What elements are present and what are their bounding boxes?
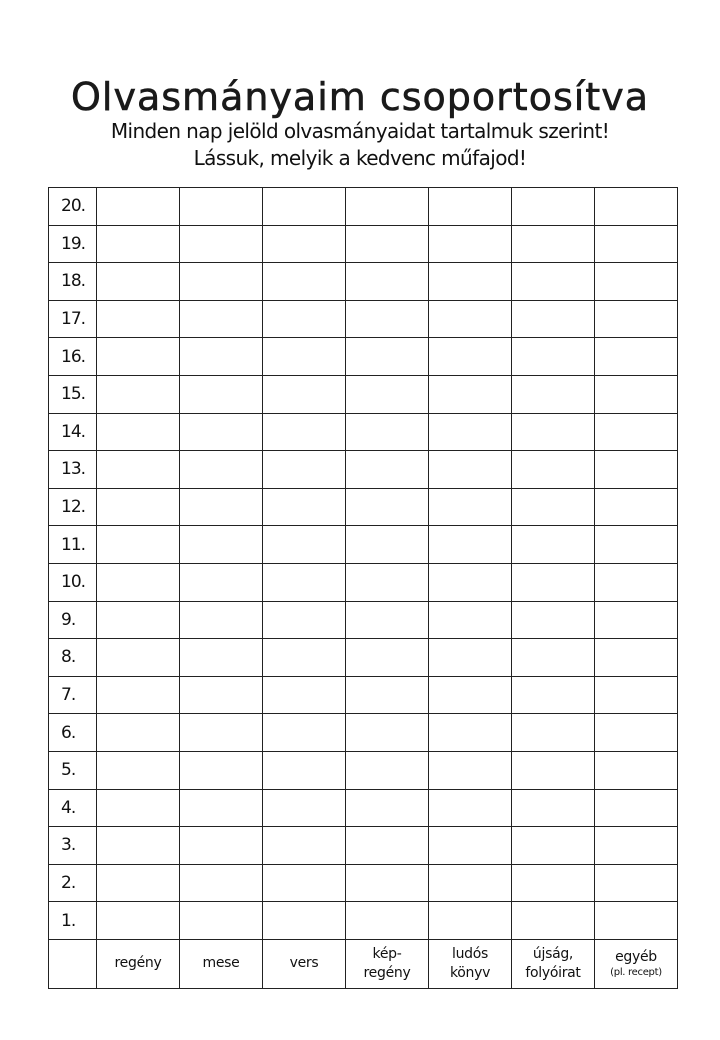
tally-cell[interactable] (346, 413, 429, 451)
tally-cell[interactable] (180, 902, 263, 940)
tally-cell[interactable] (263, 601, 346, 639)
category-label (180, 939, 263, 988)
tally-cell[interactable] (429, 488, 512, 526)
row-number: 12. (49, 488, 97, 526)
tally-cell[interactable] (180, 864, 263, 902)
tally-cell[interactable] (429, 714, 512, 752)
tally-cell[interactable] (263, 300, 346, 338)
row-number: 16. (49, 338, 97, 376)
tally-cell[interactable] (595, 676, 678, 714)
tally-cell[interactable] (595, 601, 678, 639)
reading-tally-table (48, 187, 678, 989)
tally-cell[interactable] (429, 676, 512, 714)
category-label-line: kép- (372, 945, 402, 962)
tally-cell[interactable] (346, 451, 429, 489)
tally-cell[interactable] (97, 563, 180, 601)
tally-cell[interactable] (180, 751, 263, 789)
tally-cell[interactable] (346, 263, 429, 301)
category-example-note: (pl. recept) (610, 967, 662, 979)
table-row (49, 676, 678, 714)
tally-cell[interactable] (512, 488, 595, 526)
table-row (49, 789, 678, 827)
table-row (49, 601, 678, 639)
tally-cell[interactable] (595, 789, 678, 827)
row-number: 8. (49, 639, 97, 677)
row-number: 4. (49, 789, 97, 827)
row-number: 19. (49, 225, 97, 263)
tally-cell[interactable] (180, 789, 263, 827)
tally-cell[interactable] (429, 413, 512, 451)
tally-cell[interactable] (595, 375, 678, 413)
category-label-line: könyv (449, 964, 491, 981)
category-label-line: mese (202, 955, 240, 972)
tally-cell[interactable] (263, 714, 346, 752)
category-label (512, 939, 595, 988)
tally-cell[interactable] (263, 338, 346, 376)
tally-cell[interactable] (512, 563, 595, 601)
tally-cell[interactable] (180, 338, 263, 376)
instruction-line-1: Minden nap jelöld olvasmányaidat tartalmuk szerint! (110, 119, 610, 143)
tally-cell[interactable] (595, 526, 678, 564)
tally-cell[interactable] (97, 676, 180, 714)
table-row (49, 902, 678, 940)
tally-cell[interactable] (180, 300, 263, 338)
tally-cell[interactable] (263, 639, 346, 677)
table-row (49, 263, 678, 301)
tally-cell[interactable] (346, 676, 429, 714)
category-label (429, 939, 512, 988)
category-label-line: regény (114, 955, 162, 972)
tally-cell[interactable] (429, 526, 512, 564)
tally-cell[interactable] (595, 639, 678, 677)
tally-cell[interactable] (595, 300, 678, 338)
tally-cell[interactable] (97, 789, 180, 827)
row-number: 2. (49, 864, 97, 902)
table-row (49, 451, 678, 489)
category-label-line: újság, (532, 945, 574, 962)
tally-cell[interactable] (263, 488, 346, 526)
row-number: 6. (49, 714, 97, 752)
category-label-line: ludós (451, 945, 488, 962)
page-title: Olvasmányaim csoportosítva (71, 75, 649, 120)
tally-cell[interactable] (97, 338, 180, 376)
row-number: 3. (49, 827, 97, 865)
tally-cell[interactable] (97, 864, 180, 902)
tally-cell[interactable] (429, 375, 512, 413)
tally-cell[interactable] (180, 263, 263, 301)
tally-cell[interactable] (595, 451, 678, 489)
tally-cell[interactable] (263, 789, 346, 827)
category-label-line: regény (363, 964, 411, 981)
tally-cell[interactable] (263, 526, 346, 564)
tally-cell[interactable] (512, 451, 595, 489)
row-number: 18. (49, 263, 97, 301)
row-number: 7. (49, 676, 97, 714)
tally-cell[interactable] (595, 714, 678, 752)
tally-cell[interactable] (97, 827, 180, 865)
tally-cell[interactable] (595, 225, 678, 263)
tally-cell[interactable] (97, 188, 180, 226)
tally-cell[interactable] (263, 827, 346, 865)
tally-cell[interactable] (97, 375, 180, 413)
tally-cell[interactable] (512, 188, 595, 226)
tally-cell[interactable] (180, 714, 263, 752)
tally-cell[interactable] (512, 714, 595, 752)
tally-cell[interactable] (346, 714, 429, 752)
tally-cell[interactable] (346, 300, 429, 338)
tally-cell[interactable] (346, 639, 429, 677)
tally-cell[interactable] (429, 827, 512, 865)
tally-cell[interactable] (346, 563, 429, 601)
tally-cell[interactable] (263, 751, 346, 789)
tally-cell[interactable] (595, 488, 678, 526)
category-label (263, 939, 346, 988)
table-row (49, 338, 678, 376)
tally-cell[interactable] (512, 864, 595, 902)
tally-cell[interactable] (429, 338, 512, 376)
row-number: 13. (49, 451, 97, 489)
tally-cell[interactable] (512, 338, 595, 376)
tally-cell[interactable] (429, 188, 512, 226)
tally-cell[interactable] (595, 864, 678, 902)
tally-cell[interactable] (346, 338, 429, 376)
tally-cell[interactable] (97, 263, 180, 301)
tally-cell[interactable] (512, 827, 595, 865)
tally-cell[interactable] (512, 225, 595, 263)
row-number: 11. (49, 526, 97, 564)
tally-cell[interactable] (429, 864, 512, 902)
tally-cell[interactable] (429, 751, 512, 789)
tally-cell[interactable] (512, 526, 595, 564)
tally-cell[interactable] (346, 601, 429, 639)
tally-cell[interactable] (512, 751, 595, 789)
table-row (49, 488, 678, 526)
tally-cell[interactable] (346, 902, 429, 940)
instructions (0, 118, 720, 172)
tally-cell[interactable] (180, 451, 263, 489)
tally-cell[interactable] (346, 375, 429, 413)
tally-cell[interactable] (512, 413, 595, 451)
tally-cell[interactable] (346, 751, 429, 789)
tally-cell[interactable] (263, 188, 346, 226)
tally-cell[interactable] (97, 902, 180, 940)
row-number: 15. (49, 375, 97, 413)
table-row (49, 188, 678, 226)
tally-cell[interactable] (180, 413, 263, 451)
tally-cell[interactable] (180, 563, 263, 601)
tally-cell[interactable] (263, 225, 346, 263)
tally-cell[interactable] (346, 188, 429, 226)
tally-cell[interactable] (263, 676, 346, 714)
table-row (49, 413, 678, 451)
tally-cell[interactable] (595, 413, 678, 451)
tally-cell[interactable] (180, 676, 263, 714)
corner-cell (49, 939, 97, 988)
tally-cell[interactable] (97, 225, 180, 263)
tally-cell[interactable] (180, 375, 263, 413)
tally-cell[interactable] (512, 601, 595, 639)
tally-cell[interactable] (180, 225, 263, 263)
tally-cell[interactable] (346, 225, 429, 263)
tally-cell[interactable] (97, 413, 180, 451)
tally-cell[interactable] (97, 526, 180, 564)
tally-cell[interactable] (595, 902, 678, 940)
tally-cell[interactable] (429, 263, 512, 301)
tally-cell[interactable] (180, 488, 263, 526)
tally-cell[interactable] (346, 488, 429, 526)
category-label-line: folyóirat (525, 964, 581, 981)
tally-cell[interactable] (263, 263, 346, 301)
table-row (49, 300, 678, 338)
tally-cell[interactable] (346, 789, 429, 827)
category-label (595, 939, 678, 988)
table-row (49, 714, 678, 752)
tally-cell[interactable] (180, 639, 263, 677)
tally-cell[interactable] (180, 526, 263, 564)
tally-cell[interactable] (97, 639, 180, 677)
table-row (49, 751, 678, 789)
tally-cell[interactable] (595, 338, 678, 376)
tally-cell[interactable] (346, 827, 429, 865)
tally-cell[interactable] (180, 601, 263, 639)
row-number: 17. (49, 300, 97, 338)
table-row (49, 225, 678, 263)
tally-cell[interactable] (429, 451, 512, 489)
row-number: 20. (49, 188, 97, 226)
tally-cell[interactable] (346, 864, 429, 902)
row-number: 9. (49, 601, 97, 639)
category-row (49, 939, 678, 988)
tally-cell[interactable] (263, 864, 346, 902)
category-label-line: egyéb (615, 949, 657, 966)
table-row (49, 864, 678, 902)
table-row (49, 563, 678, 601)
row-number: 1. (49, 902, 97, 940)
tally-cell[interactable] (180, 827, 263, 865)
table-row (49, 375, 678, 413)
tally-cell[interactable] (97, 601, 180, 639)
tally-cell[interactable] (429, 639, 512, 677)
row-number: 10. (49, 563, 97, 601)
tally-cell[interactable] (595, 827, 678, 865)
tally-cell[interactable] (595, 263, 678, 301)
tally-cell[interactable] (512, 676, 595, 714)
tally-cell[interactable] (429, 300, 512, 338)
table-row (49, 526, 678, 564)
tally-cell[interactable] (346, 526, 429, 564)
tally-cell[interactable] (97, 488, 180, 526)
tally-cell[interactable] (429, 225, 512, 263)
tally-cell[interactable] (595, 563, 678, 601)
tally-cell[interactable] (263, 902, 346, 940)
tally-cell[interactable] (263, 375, 346, 413)
tally-cell[interactable] (429, 789, 512, 827)
row-number: 14. (49, 413, 97, 451)
tally-cell[interactable] (429, 601, 512, 639)
tally-cell[interactable] (263, 413, 346, 451)
table-row (49, 639, 678, 677)
tally-cell[interactable] (97, 714, 180, 752)
tally-cell[interactable] (512, 300, 595, 338)
tally-cell[interactable] (512, 789, 595, 827)
instruction-line-2: Lássuk, melyik a kedvenc műfajod! (193, 146, 527, 170)
category-label (346, 939, 429, 988)
tally-cell[interactable] (97, 751, 180, 789)
tally-cell[interactable] (180, 188, 263, 226)
tally-cell[interactable] (512, 263, 595, 301)
tally-cell[interactable] (595, 751, 678, 789)
tally-cell[interactable] (512, 639, 595, 677)
tally-cell[interactable] (97, 451, 180, 489)
tally-cell[interactable] (97, 300, 180, 338)
tally-cell[interactable] (263, 563, 346, 601)
category-label (97, 939, 180, 988)
row-number: 5. (49, 751, 97, 789)
tally-cell[interactable] (512, 902, 595, 940)
tally-cell[interactable] (429, 902, 512, 940)
tally-cell[interactable] (429, 563, 512, 601)
category-label-line: vers (289, 955, 319, 972)
tally-cell[interactable] (263, 451, 346, 489)
table-row (49, 827, 678, 865)
tally-cell[interactable] (512, 375, 595, 413)
tally-cell[interactable] (595, 188, 678, 226)
